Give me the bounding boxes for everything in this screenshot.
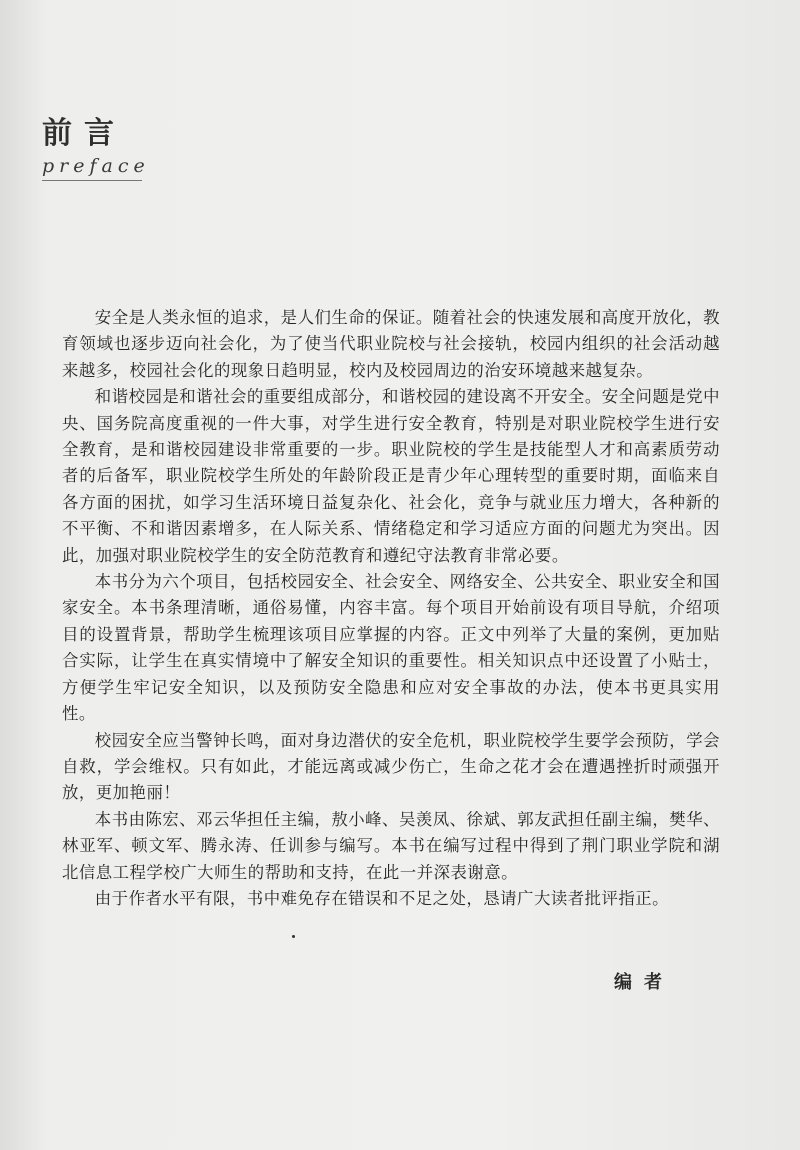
paragraph-2: 和谐校园是和谐社会的重要组成部分，和谐校园的建设离不开安全。安全问题是党中央、国务院高度重视的一件大事，对学生进行安全教育，特别是对职业院校学生进行安全教育，是和谐校园建设非常重要的一步。职业院校的学生是技能型人才和高素质劳动者的后备军，职业院校学生所处的年龄阶段正是青少年心理转型的重要时期，面临来自各方面的困扰，如学习生活环境日益复杂化、社会化，竞争与就业压力增大，各种新的不平衡、不和谐因素增多，在人际关系、情绪稳定和学习适应方面的问题尤为突出。因此，加强对职业院校学生的安全防范教育和遵纪守法教育非常必要。 — [62, 387, 720, 565]
page-subtitle: preface — [42, 155, 150, 177]
author-signature: 编者 — [614, 972, 674, 993]
subtitle-underline — [42, 180, 142, 181]
paragraph-4: 校园安全应当警钟长鸣，面对身边潜伏的安全危机，职业院校学生要学会预防，学会自救，学会维权。只有如此，才能远离或减少伤亡，生命之花才会在遭遇挫折时顽强开放，更加艳丽！ — [62, 730, 720, 803]
page-title: 前言 — [42, 116, 126, 151]
preface-heading — [42, 116, 150, 181]
preface-body — [62, 305, 720, 912]
paragraph-5: 本书由陈宏、邓云华担任主编，敖小峰、吴羡凤、徐斌、郭友武担任副主编，樊华、林亚军、顿文军、腾永涛、任训参与编写。本书在编写过程中得到了荆门职业学院和湖北信息工程学校广大师生的帮助和支持，在此一并深表谢意。 — [62, 809, 720, 882]
paragraph-3: 本书分为六个项目，包括校园安全、社会安全、网络安全、公共安全、职业安全和国家安全。本书条理清晰，通俗易懂，内容丰富。每个项目开始前设有项目导航，介绍项目的设置背景，帮助学生梳理该项目应掌握的内容。正文中列举了大量的案例，更加贴合实际，让学生在真实情境中了解安全知识的重要性。相关知识点中还设置了小贴士，方便学生牢记安全知识，以及预防安全隐患和应对安全事故的办法，使本书更具实用性。 — [62, 572, 720, 724]
ink-speck — [292, 935, 295, 938]
paragraph-6: 由于作者水平有限，书中难免存在错误和不足之处，恳请广大读者批评指正。 — [94, 888, 670, 908]
paragraph-1: 安全是人类永恒的追求，是人们生命的保证。随着社会的快速发展和高度开放化，教育领域也逐步迈向社会化，为了使当代职业院校与社会接轨，校园内组织的社会活动越来越多，校园社会化的现象日趋明显，校内及校园周边的治安环境越来越复杂。 — [62, 308, 720, 380]
